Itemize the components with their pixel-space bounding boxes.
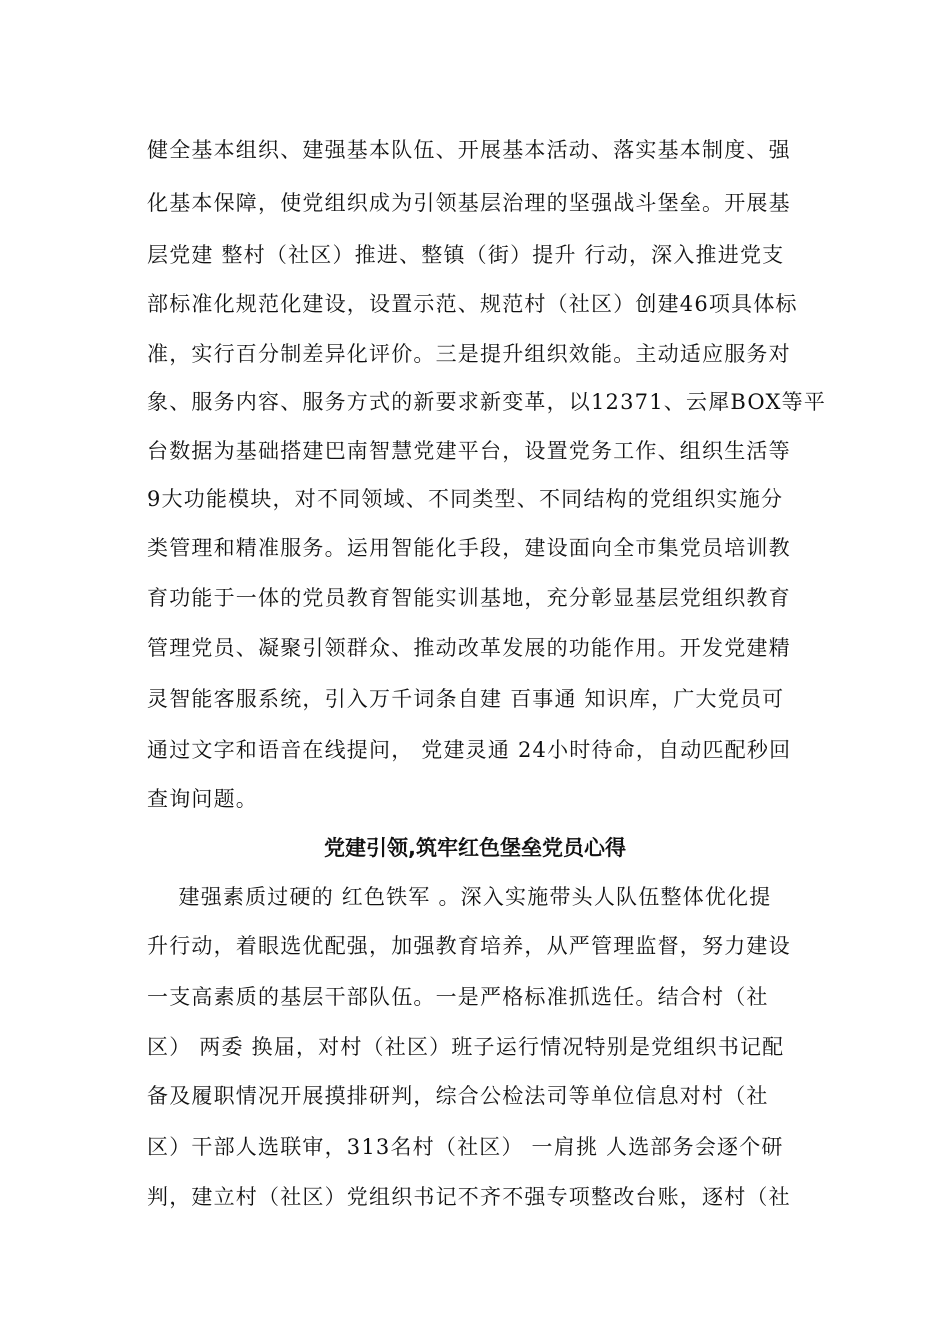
paragraph-line: 建强素质过硬的 红色铁军 。深入实施带头人队伍整体优化提 xyxy=(147,885,772,909)
paragraph-line: 判，建立村（社区）党组织书记不齐不强专项整改台账，逐村（社 xyxy=(147,1185,791,1209)
paragraph-line: 升行动，着眼选优配强，加强教育培养，从严管理监督，努力建设 xyxy=(147,934,791,958)
paragraph-line: 类管理和精准服务。运用智能化手段，建设面向全市集党员培训教 xyxy=(147,536,791,560)
paragraph-line: 灵智能客服系统，引入万千词条自建 百事通 知识库，广大党员可 xyxy=(147,687,785,711)
section-heading: 党建引领,筑牢红色堡垒党员心得 xyxy=(324,836,626,860)
paragraph-line: 通过文字和语音在线提问， 党建灵通 24小时待命，自动匹配秒回 xyxy=(147,738,792,762)
paragraph-line: 准，实行百分制差异化评价。三是提升组织效能。主动适应服务对 xyxy=(147,342,791,366)
paragraph-line: 区） 两委 换届，对村（社区）班子运行情况特别是党组织书记配 xyxy=(147,1035,785,1059)
paragraph-line: 查询问题。 xyxy=(147,787,258,811)
paragraph-line: 育功能于一体的党员教育智能实训基地，充分彰显基层党组织教育 xyxy=(147,586,791,610)
paragraph-line: 备及履职情况开展摸排研判，综合公检法司等单位信息对村（社 xyxy=(147,1084,769,1108)
paragraph-line: 台数据为基础搭建巴南智慧党建平台，设置党务工作、组织生活等 xyxy=(147,439,791,463)
paragraph-line: 一支高素质的基层干部队伍。一是严格标准抓选任。结合村（社 xyxy=(147,985,769,1009)
paragraph-line: 层党建 整村（社区）推进、整镇（街）提升 行动，深入推进党支 xyxy=(147,243,785,267)
paragraph-line: 健全基本组织、建强基本队伍、开展基本活动、落实基本制度、强 xyxy=(147,138,791,162)
paragraph-line: 区）干部人选联审，313名村（社区） 一肩挑 人选部务会逐个研 xyxy=(147,1135,784,1159)
paragraph-line: 部标准化规范化建设，设置示范、规范村（社区）创建46项具体标 xyxy=(147,292,798,316)
paragraph-line: 管理党员、凝聚引领群众、推动改革发展的功能作用。开发党建精 xyxy=(147,636,791,660)
paragraph-line: 化基本保障，使党组织成为引领基层治理的坚强战斗堡垒。开展基 xyxy=(147,191,791,215)
paragraph-line: 象、服务内容、服务方式的新要求新变革，以12371、云犀BOX等平 xyxy=(147,390,827,414)
paragraph-line: 9大功能模块，对不同领域、不同类型、不同结构的党组织实施分 xyxy=(147,487,784,511)
